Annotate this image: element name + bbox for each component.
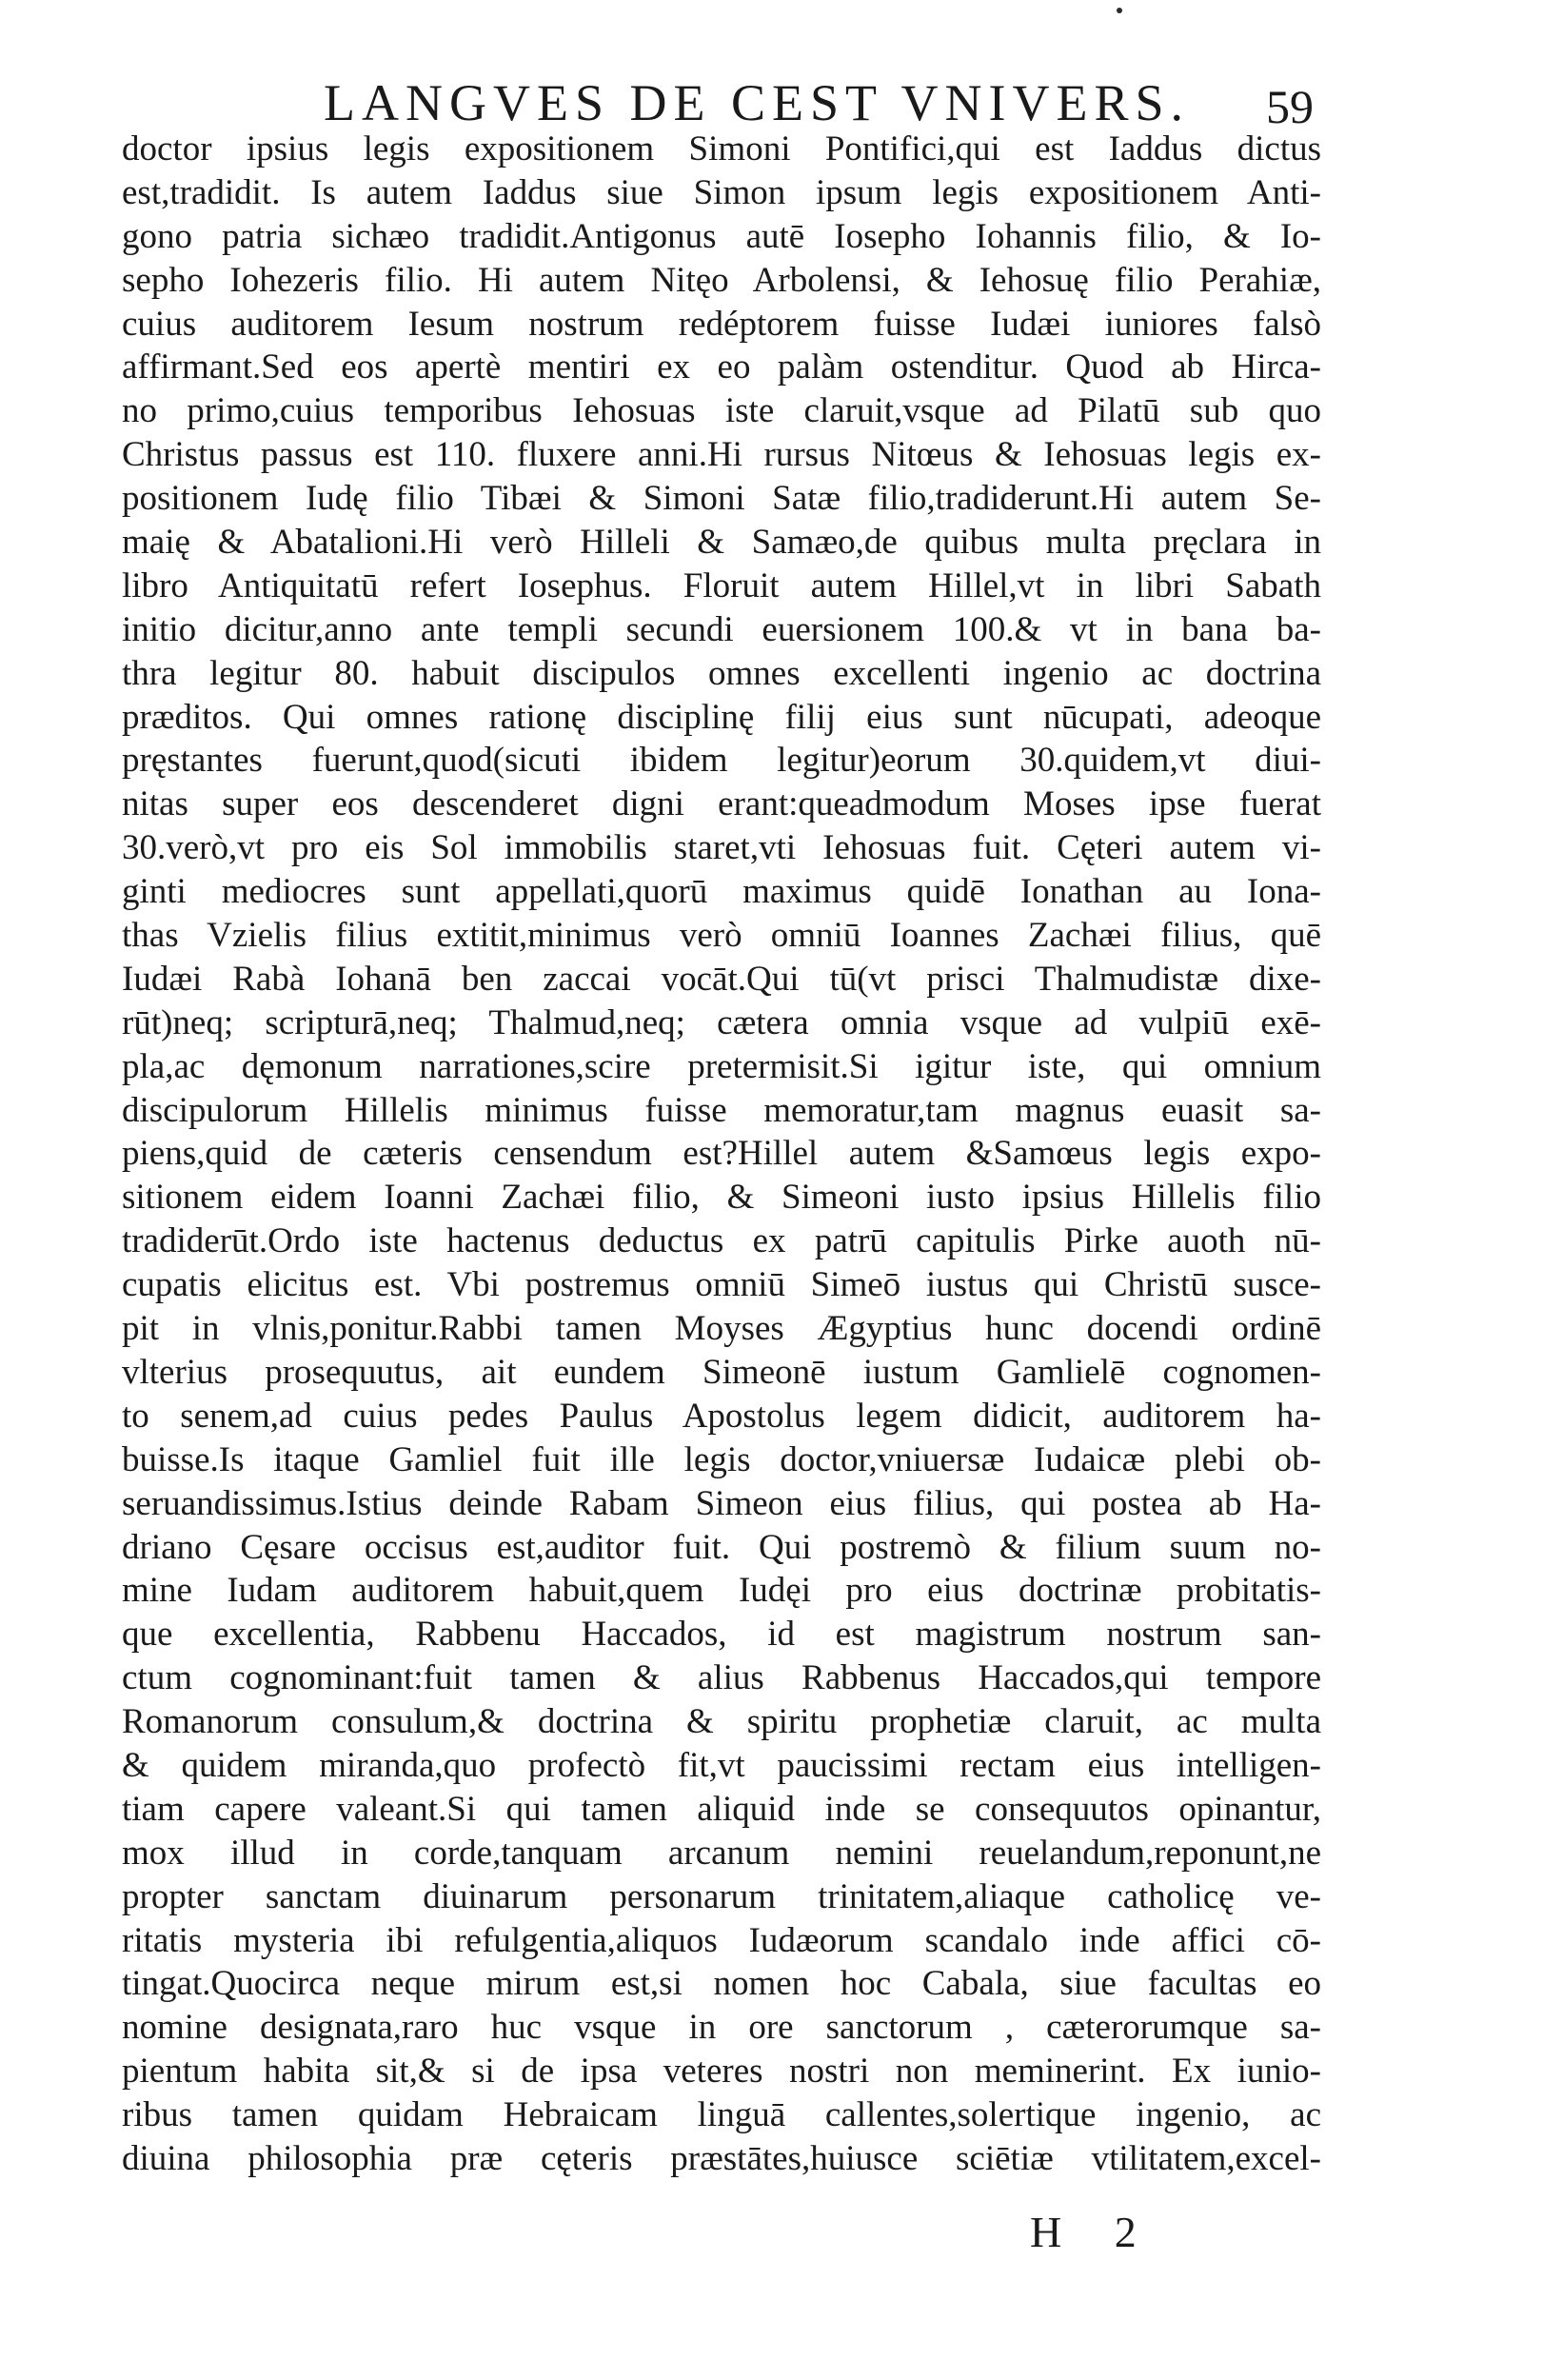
text-line: ribus tamen quidam Hebraicam linguā callentes,solertique ingenio, ac (122, 2095, 1321, 2135)
text-line: doctor ipsius legis expositionem Simoni Pontifici,qui est Iaddus dictus (122, 129, 1321, 169)
text-line: est,tradidit. Is autem Iaddus siue Simon ipsum legis expositionem Anti- (122, 172, 1321, 212)
text-line: thra legitur 80. habuit discipulos omnes excellenti ingenio ac doctrina (122, 653, 1321, 693)
text-line: positionem Iudę filio Tibæi & Simoni Satæ filio,tradiderunt.Hi autem Se- (122, 479, 1321, 519)
text-line: præditos. Qui omnes rationę disciplinę filij eius sunt nūcupati, adeoque (122, 697, 1321, 737)
text-line: pientum habita sit,& si de ipsa veteres nostri non meminerint. Ex iunio- (122, 2052, 1321, 2092)
text-line: pla,ac dęmonum narrationes,scire pretermisit.Si igitur iste, qui omnium (122, 1046, 1321, 1086)
text-line: propter sanctam diuinarum personarum trinitatem,aliaque catholicę ve- (122, 1876, 1321, 1916)
text-line: pit in vlnis,ponitur.Rabbi tamen Moyses Ægyptius hunc docendi ordinē (122, 1309, 1321, 1349)
text-line: sepho Iohezeris filio. Hi autem Nitęo Arbolensi, & Iehosuę filio Perahiæ, (122, 260, 1321, 300)
text-line: pręstantes fuerunt,quod(sicuti ibidem legitur)eorum 30.quidem,vt diui- (122, 741, 1321, 781)
text-line: mox illud in corde,tanquam arcanum nemini reuelandum,reponunt,ne (122, 1833, 1321, 1873)
text-line: & quidem miranda,quo profectò fit,vt paucissimi rectam eius intelligen- (122, 1745, 1321, 1785)
text-line: sitionem eidem Ioanni Zachæi filio, & Simeoni iusto ipsius Hillelis filio (122, 1178, 1321, 1218)
text-line: driano Cęsare occisus est,auditor fuit. Qui postremò & filium suum no- (122, 1527, 1321, 1567)
text-line: Iudæi Rabà Iohanā ben zaccai vocāt.Qui tū(vt prisci Thalmudistæ dixe- (122, 959, 1321, 999)
text-line: to senem,ad cuius pedes Paulus Apostolus legem didicit, auditorem ha- (122, 1396, 1321, 1436)
signature-mark: H 2 (1030, 2208, 1157, 2256)
text-line: cuius auditorem Iesum nostrum redéptorem fuisse Iudæi iuniores falsò (122, 304, 1321, 344)
text-line: ginti mediocres sunt appellati,quorū maximus quidē Ionathan au Iona- (122, 872, 1321, 912)
text-line: tradiderūt.Ordo iste hactenus deductus ex patrū capitulis Pirke auoth nū- (122, 1221, 1321, 1261)
text-line: gono patria sichæo tradidit.Antigonus autē Iosepho Iohannis filio, & Io- (122, 216, 1321, 256)
text-line: tingat.Quocirca neque mirum est,si nomen hoc Cabala, siue facultas eo (122, 1964, 1321, 2004)
text-line: discipulorum Hillelis minimus fuisse memoratur,tam magnus euasit sa- (122, 1090, 1321, 1130)
text-line: buisse.Is itaque Gamliel fuit ille legis doctor,vniuersæ Iudaicæ plebi ob- (122, 1439, 1321, 1479)
text-line: piens,quid de cæteris censendum est?Hillel autem &Samœus legis expo- (122, 1134, 1321, 1174)
text-line: diuina philosophia præ cęteris præstātes,huiusce sciētiæ vtilitatem,excel- (122, 2138, 1321, 2178)
text-line: maię & Abatalioni.Hi verò Hilleli & Samæo,de quibus multa pręclara in (122, 523, 1321, 563)
text-line: thas Vzielis filius extitit,minimus verò omniū Ioannes Zachæi filius, quē (122, 916, 1321, 956)
text-line: no primo,cuius temporibus Iehosuas iste claruit,vsque ad Pilatū sub quo (122, 391, 1321, 431)
text-line: seruandissimus.Istius deinde Rabam Simeon eius filius, qui postea ab Ha- (122, 1483, 1321, 1523)
text-line: initio dicitur,anno ante templi secundi euersionem 100.& vt in bana ba- (122, 609, 1321, 649)
text-line: cupatis elicitus est. Vbi postremus omniū Simeō iustus qui Christū susce- (122, 1265, 1321, 1305)
text-line: mine Iudam auditorem habuit,quem Iudęi pro eius doctrinæ probitatis- (122, 1571, 1321, 1611)
text-line: ctum cognominant:fuit tamen & alius Rabbenus Haccados,qui tempore (122, 1658, 1321, 1698)
text-line: ritatis mysteria ibi refulgentia,aliquos Iudæorum scandalo inde affici cō- (122, 1920, 1321, 1960)
text-line: vlterius prosequutus, ait eundem Simeonē iustum Gamlielē cognomen- (122, 1352, 1321, 1392)
text-line: que excellentia, Rabbenu Haccados, id est magistrum nostrum san- (122, 1615, 1321, 1655)
body-text (122, 128, 1321, 2181)
page-header (124, 72, 1314, 133)
text-line: nitas super eos descenderet digni erant:queadmodum Moses ipse fuerat (122, 784, 1321, 824)
text-line: Christus passus est 110. fluxere anni.Hi rursus Nitœus & Iehosuas legis ex- (122, 435, 1321, 475)
ink-speck (1117, 8, 1122, 13)
text-line: nomine designata,raro huc vsque in ore sanctorum , cæterorumque sa- (122, 2008, 1321, 2048)
text-line: libro Antiquitatū refert Iosephus. Floruit autem Hillel,vt in libri Sabath (122, 565, 1321, 605)
running-title: LANGVES DE CEST VNIVERS. (324, 74, 1191, 131)
text-line: Romanorum consulum,& doctrina & spiritu prophetiæ claruit, ac multa (122, 1702, 1321, 1742)
text-line: tiam capere valeant.Si qui tamen aliquid inde se consequutos opinantur, (122, 1789, 1321, 1829)
text-line: affirmant.Sed eos apertè mentiri ex eo palàm ostenditur. Quod ab Hirca- (122, 347, 1321, 387)
page-number: 59 (1266, 80, 1314, 133)
text-line: rūt)neq; scripturā,neq; Thalmud,neq; cætera omnia vsque ad vulpiū exē- (122, 1002, 1321, 1042)
text-line: 30.verò,vt pro eis Sol immobilis staret,vti Iehosuas fuit. Cęteri autem vi- (122, 828, 1321, 868)
